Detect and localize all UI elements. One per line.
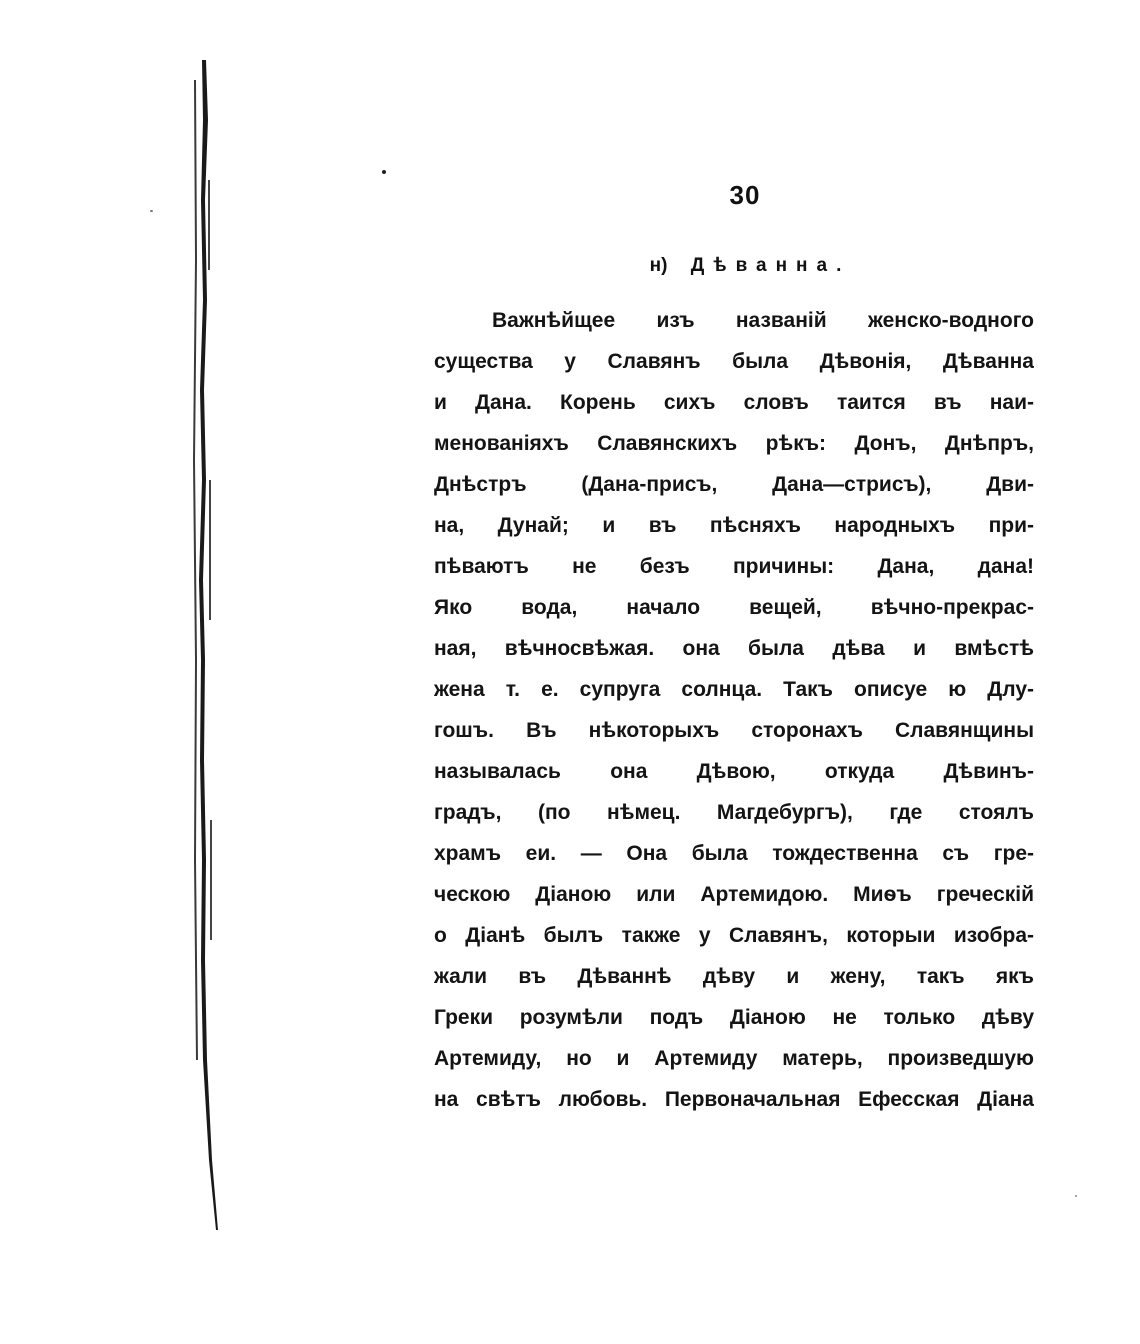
body-text: [434, 300, 1034, 1120]
text-line: ная, вѣчносвѣжая. она была дѣва и вмѣстѣ: [434, 637, 1034, 660]
scan-speck: [1075, 1195, 1077, 1197]
binding-edge-scan-artifact: [188, 60, 228, 1230]
scan-speck: [382, 170, 386, 174]
text-line: ческою Діаною или Артемидою. Миѳъ греческій: [434, 883, 1034, 906]
text-line: и Дана. Корень сихъ словъ таится въ наи-: [434, 391, 1034, 414]
text-line: пѣваютъ не безъ причины: Дана, дана!: [434, 555, 1034, 578]
section-marker: н): [649, 255, 668, 276]
scan-speck: [150, 210, 153, 212]
text-line: гошъ. Въ нѣкоторыхъ сторонахъ Славянщины: [434, 719, 1034, 742]
text-line: жали въ Дѣваннѣ дѣву и жену, такъ якъ: [434, 965, 1034, 988]
text-line: Яко вода, начало вещей, вѣчно-прекрас-: [434, 596, 1034, 619]
page-number: 30: [729, 180, 761, 210]
text-line: Артемиду, но и Артемиду матерь, произведшую: [434, 1047, 1034, 1070]
section-title: Дѣванна.: [690, 255, 851, 276]
text-line: Греки розумѣли подъ Діаною не только дѣву: [434, 1006, 1034, 1029]
text-line: менованіяхъ Славянскихъ рѣкъ: Донъ, Днѣпръ,: [434, 432, 1034, 455]
text-line: называлась она Дѣвою, откуда Дѣвинъ-: [434, 760, 1034, 783]
text-line: существа у Славянъ была Дѣвонія, Дѣванна: [434, 350, 1034, 373]
text-line: на свѣтъ любовь. Первоначальная Ефесская Діана: [434, 1088, 1034, 1111]
text-line: Важнѣйщее изъ названій женско-водного: [492, 309, 1034, 332]
text-line: храмъ еи. — Она была тождественна съ гре-: [434, 842, 1034, 865]
section-heading: [560, 255, 940, 277]
text-line: градъ, (по нѣмец. Магдебургъ), где стоялъ: [434, 801, 1034, 824]
text-line: о Діанѣ былъ также у Славянъ, которыи изобра-: [434, 924, 1034, 947]
text-line: жена т. е. супруга солнца. Такъ описуе ю Длу-: [434, 678, 1034, 701]
text-line: Днѣстръ (Дана-присъ, Дана—стрисъ), Дви-: [434, 473, 1034, 496]
text-line: на, Дунай; и въ пѣсняхъ народныхъ при-: [434, 514, 1034, 537]
